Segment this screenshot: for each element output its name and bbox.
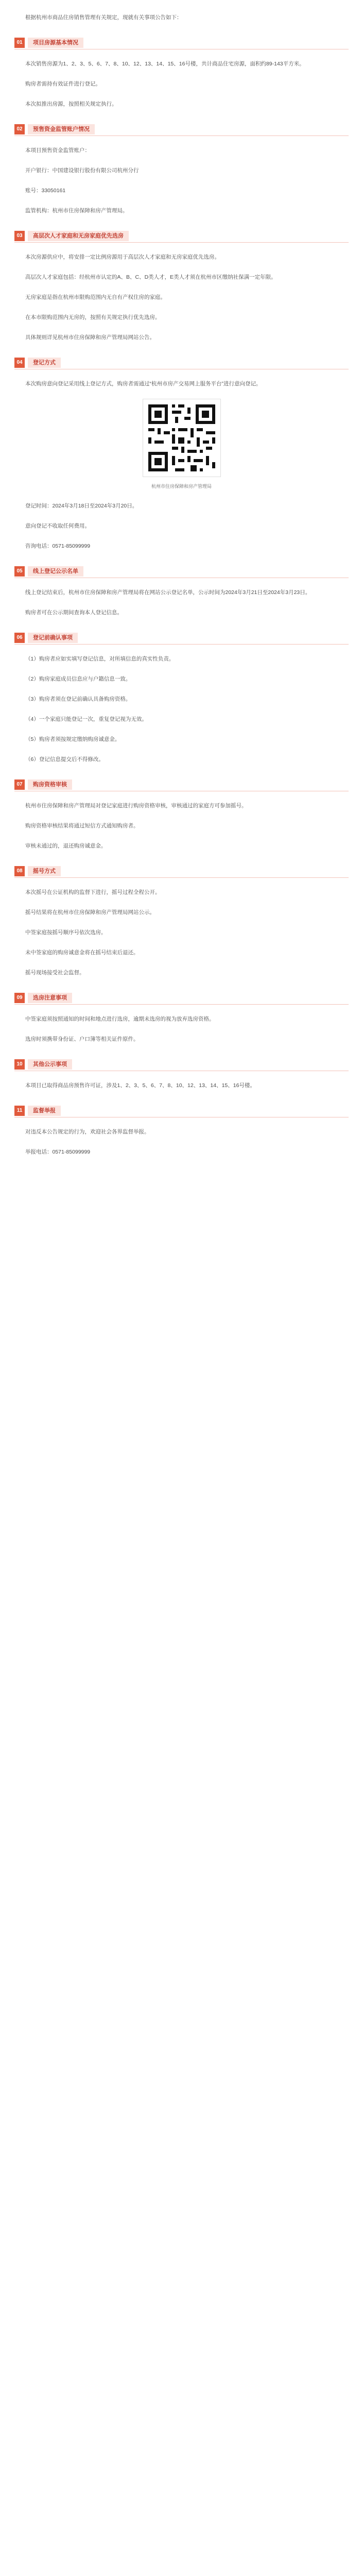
qr-code-block	[14, 399, 349, 489]
section-title: 高层次人才家庭和无房家庭优先选房	[28, 231, 129, 241]
section-header-6	[14, 632, 349, 645]
section-number: 02	[14, 124, 25, 134]
section-number: 10	[14, 1059, 25, 1070]
section-header-11	[14, 1105, 349, 1117]
s1-paragraph-2: 购房者需持有效证件进行登记。	[25, 81, 101, 87]
s1-paragraph-3: 本次拟推出房源，按照相关规定执行。	[25, 101, 117, 107]
s2-paragraph-2: 开户银行：中国建设银行股份有限公司杭州分行	[25, 167, 139, 174]
s3-paragraph-4: 在本市限购范围内无房的，按照有关规定执行优先选房。	[25, 314, 161, 320]
qr-caption: 杭州市住房保障和房产管理局	[151, 484, 212, 489]
section-header-3	[14, 230, 349, 243]
s4-paragraph-1: 本次购房意向登记采用线上登记方式，购房者需通过“杭州市房产交易网上服务平台”进行意向登记。	[25, 381, 262, 387]
section-header-2	[14, 123, 349, 136]
section-header-10	[14, 1058, 349, 1071]
section-title: 项目房源基本情况	[28, 38, 83, 48]
s3-paragraph-2: 高层次人才家庭包括：经杭州市认定的A、B、C、D类人才，E类人才须在杭州市区缴纳社保满一定年限。	[25, 274, 276, 280]
section-number: 05	[14, 566, 25, 577]
section-title: 摇号方式	[28, 866, 61, 876]
s7-paragraph-3: 审核未通过的，退还购房诚意金。	[25, 843, 107, 849]
s7-paragraph-2: 购房资格审核结果将通过短信方式通知购房者。	[25, 823, 139, 829]
section-title: 购房资格审核	[28, 779, 72, 790]
section-number: 04	[14, 358, 25, 368]
s2-paragraph-3: 账号：33050161	[25, 188, 66, 194]
section-header-8	[14, 865, 349, 878]
section-title: 登记方式	[28, 358, 61, 368]
s3-paragraph-3: 无房家庭是指在杭州市限购范围内无自有产权住房的家庭。	[25, 294, 166, 300]
s3-paragraph-1: 本次房源供应中，将安排一定比例房源用于高层次人才家庭和无房家庭优先选房。	[25, 254, 220, 260]
s8-paragraph-1: 本次摇号在公证机构的监督下进行，摇号过程全程公开。	[25, 889, 161, 895]
section-header-1	[14, 37, 349, 49]
section-number: 03	[14, 231, 25, 241]
s6-paragraph-1: （1）购房者应如实填写登记信息，对所填信息的真实性负责。	[25, 656, 175, 662]
s9-paragraph-2: 选房时须携带身份证、户口簿等相关证件原件。	[25, 1036, 139, 1042]
s10-paragraph-1: 本项目已取得商品房预售许可证，涉及1、2、3、5、6、7、8、10、12、13、14、15、16号楼。	[25, 1082, 255, 1089]
s9-paragraph-1: 中签家庭须按照通知的时间和地点进行选房，逾期未选房的视为放弃选房资格。	[25, 1016, 215, 1022]
section-number: 07	[14, 779, 25, 790]
s6-paragraph-6: （6）登记信息提交后不得修改。	[25, 756, 104, 762]
s11-paragraph-1: 对违反本公告规定的行为，欢迎社会各界监督举报。	[25, 1129, 150, 1135]
intro-paragraph: 根据杭州市商品住房销售管理有关规定，现就有关事项公告如下：	[25, 14, 182, 21]
s8-paragraph-5: 摇号现场接受社会监督。	[25, 970, 85, 976]
s4-paragraph-3: 意向登记不收取任何费用。	[25, 523, 90, 529]
section-number: 01	[14, 38, 25, 48]
s8-paragraph-4: 未中签家庭的购房诚意金将在摇号结束后退还。	[25, 950, 139, 956]
s2-paragraph-1: 本项目预售资金监管账户：	[25, 147, 90, 154]
section-header-7	[14, 778, 349, 791]
section-header-9	[14, 992, 349, 1005]
section-title: 选房注意事项	[28, 993, 72, 1003]
section-title: 线上登记公示名单	[28, 566, 83, 577]
s2-paragraph-4: 监管机构：杭州市住房保障和房产管理局。	[25, 208, 128, 214]
section-number: 09	[14, 993, 25, 1003]
s11-paragraph-2: 举报电话：0571-85099999	[25, 1149, 91, 1155]
section-title: 登记前确认事项	[28, 633, 78, 643]
section-title: 预售资金监管账户情况	[28, 124, 95, 134]
s6-paragraph-4: （4）一个家庭只能登记一次，重复登记视为无效。	[25, 716, 147, 722]
section-title: 其他公示事项	[28, 1059, 72, 1070]
qr-code-icon[interactable]	[143, 399, 221, 477]
s8-paragraph-3: 中签家庭按摇号顺序号依次选房。	[25, 929, 107, 936]
section-number: 08	[14, 866, 25, 876]
s6-paragraph-3: （3）购房者须在登记前确认具备购房资格。	[25, 696, 131, 702]
s4-paragraph-4: 咨询电话：0571-85099999	[25, 543, 91, 549]
s1-paragraph-1: 本次销售房源为1、2、3、5、6、7、8、10、12、13、14、15、16号楼，共计商品住宅房源，面积约89-143平方米。	[25, 61, 305, 67]
s7-paragraph-1: 杭州市住房保障和房产管理局对登记家庭进行购房资格审核，审核通过的家庭方可参加摇号。	[25, 803, 247, 809]
s3-paragraph-5: 具体规则详见杭州市住房保障和房产管理局网站公告。	[25, 334, 155, 341]
section-header-5	[14, 565, 349, 578]
s5-paragraph-1: 线上登记结束后，杭州市住房保障和房产管理局将在网站公示登记名单，公示时间为2024年3月21日至2024年3月23日。	[25, 589, 311, 596]
s6-paragraph-5: （5）购房者须按规定缴纳购房诚意金。	[25, 736, 120, 742]
section-header-4	[14, 357, 349, 369]
s8-paragraph-2: 摇号结果将在杭州市住房保障和房产管理局网站公示。	[25, 909, 155, 916]
section-number: 11	[14, 1106, 25, 1116]
section-number: 06	[14, 633, 25, 643]
s5-paragraph-2: 购房者可在公示期间查询本人登记信息。	[25, 609, 123, 616]
s4-paragraph-2: 登记时间：2024年3月18日至2024年3月20日。	[25, 503, 138, 509]
section-title: 监督举报	[28, 1106, 61, 1116]
s6-paragraph-2: （2）购房家庭成员信息应与户籍信息一致。	[25, 676, 131, 682]
